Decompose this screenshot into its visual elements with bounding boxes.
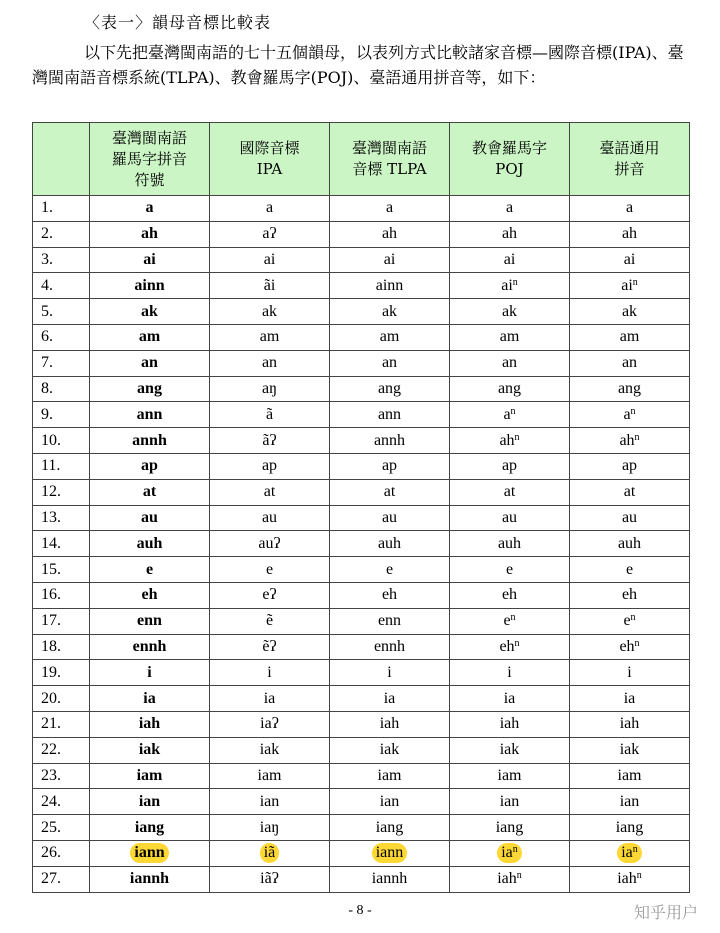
cell-tl: ann <box>90 402 210 428</box>
row-number: 20. <box>33 686 90 712</box>
row-number: 14. <box>33 531 90 557</box>
cell-tl: a <box>90 196 210 222</box>
cell-tl: e <box>90 557 210 583</box>
cell-ipa: ak <box>210 299 330 325</box>
cell-ipa: ai <box>210 247 330 273</box>
table-row <box>33 840 690 866</box>
cell-tl: ainn <box>90 273 210 299</box>
header-tl: 臺灣閩南語 羅馬字拼音 符號 <box>90 123 210 196</box>
cell-tlpa: auh <box>330 531 450 557</box>
cell-tongyong: iam <box>570 763 690 789</box>
cell-tlpa: iang <box>330 815 450 841</box>
row-number: 18. <box>33 634 90 660</box>
cell-ipa: at <box>210 479 330 505</box>
cell-poj: ian <box>450 789 570 815</box>
table-row <box>33 479 690 505</box>
cell-poj: auh <box>450 531 570 557</box>
cell-ipa: ã <box>210 402 330 428</box>
header-number <box>33 123 90 196</box>
cell-tl: annh <box>90 428 210 454</box>
cell-poj: iang <box>450 815 570 841</box>
cell-tlpa: iam <box>330 763 450 789</box>
cell-ipa: ãi <box>210 273 330 299</box>
table-row <box>33 247 690 273</box>
table-body <box>33 196 690 893</box>
cell-tlpa: ang <box>330 376 450 402</box>
cell-tlpa <box>330 840 450 866</box>
cell-tongyong: $a^n$ <box>570 402 690 428</box>
cell-tlpa: e <box>330 557 450 583</box>
table-row <box>33 453 690 479</box>
cell-ipa: iak <box>210 737 330 763</box>
cell-poj: ai <box>450 247 570 273</box>
row-number: 16. <box>33 582 90 608</box>
cell-tongyong: iang <box>570 815 690 841</box>
cell-tlpa: a <box>330 196 450 222</box>
cell-poj: ak <box>450 299 570 325</box>
table-row <box>33 608 690 634</box>
cell-ipa: ian <box>210 789 330 815</box>
cell-tlpa: ennh <box>330 634 450 660</box>
cell-tongyong: an <box>570 350 690 376</box>
cell-ipa: ãʔ <box>210 428 330 454</box>
cell-tongyong: ai <box>570 247 690 273</box>
cell-tlpa: ak <box>330 299 450 325</box>
cell-tl: enn <box>90 608 210 634</box>
row-number: 21. <box>33 711 90 737</box>
table-row <box>33 428 690 454</box>
cell-tl: ennh <box>90 634 210 660</box>
cell-ipa <box>210 840 330 866</box>
cell-tongyong: iah$^n$ <box>570 866 690 892</box>
table-row <box>33 376 690 402</box>
cell-tongyong: ian <box>570 789 690 815</box>
row-number: 9. <box>33 402 90 428</box>
cell-tl: ang <box>90 376 210 402</box>
cell-poj: am <box>450 324 570 350</box>
cell-tongyong: au <box>570 505 690 531</box>
cell-ipa: iãʔ <box>210 866 330 892</box>
cell-tl: au <box>90 505 210 531</box>
cell-tongyong: $ah^n$ <box>570 428 690 454</box>
cell-ipa: iam <box>210 763 330 789</box>
cell-ipa: i <box>210 660 330 686</box>
intro-paragraph: 以下先把臺灣閩南語的七十五個韻母，以表列方式比較諸家音標—國際音標(IPA)、臺灣閩南語音標系統(TLPA)、教會羅馬字(POJ)、臺語通用拼音等，如下： <box>32 43 684 87</box>
cell-poj: eh <box>450 582 570 608</box>
cell-poj: $a^n$ <box>450 402 570 428</box>
cell-poj: $ai^n$ <box>450 273 570 299</box>
row-number: 24. <box>33 789 90 815</box>
table-header-row <box>33 123 690 196</box>
cell-poj: iah <box>450 711 570 737</box>
cell-tl: at <box>90 479 210 505</box>
cell-tl: auh <box>90 531 210 557</box>
cell-tl: ai <box>90 247 210 273</box>
row-number: 6. <box>33 324 90 350</box>
cell-tlpa: ap <box>330 453 450 479</box>
cell-tongyong: $eh^n$ <box>570 634 690 660</box>
cell-tongyong: at <box>570 479 690 505</box>
cell-poj: $eh^n$ <box>450 634 570 660</box>
cell-ipa: auʔ <box>210 531 330 557</box>
row-number: 17. <box>33 608 90 634</box>
cell-ipa: an <box>210 350 330 376</box>
cell-tl: iak <box>90 737 210 763</box>
cell-tl: i <box>90 660 210 686</box>
cell-tlpa: iannh <box>330 866 450 892</box>
table-row <box>33 402 690 428</box>
table-row <box>33 582 690 608</box>
row-number: 25. <box>33 815 90 841</box>
cell-poj: au <box>450 505 570 531</box>
cell-tl <box>90 840 210 866</box>
cell-tongyong: ah <box>570 221 690 247</box>
table-row <box>33 737 690 763</box>
cell-tlpa: am <box>330 324 450 350</box>
cell-tongyong: ang <box>570 376 690 402</box>
table-row <box>33 505 690 531</box>
row-number: 3. <box>33 247 90 273</box>
cell-tongyong: iah <box>570 711 690 737</box>
cell-tlpa: iah <box>330 711 450 737</box>
row-number: 8. <box>33 376 90 402</box>
row-number: 5. <box>33 299 90 325</box>
cell-poj: iah$^n$ <box>450 866 570 892</box>
cell-ipa: iaŋ <box>210 815 330 841</box>
cell-poj: $e^n$ <box>450 608 570 634</box>
cell-tongyong: am <box>570 324 690 350</box>
table-row <box>33 686 690 712</box>
cell-poj: at <box>450 479 570 505</box>
table-row <box>33 557 690 583</box>
cell-tlpa: i <box>330 660 450 686</box>
row-number: 2. <box>33 221 90 247</box>
cell-poj: iam <box>450 763 570 789</box>
row-number: 12. <box>33 479 90 505</box>
table-row <box>33 221 690 247</box>
cell-ipa: aʔ <box>210 221 330 247</box>
table-row <box>33 866 690 892</box>
cell-tlpa: enn <box>330 608 450 634</box>
cell-ipa: ap <box>210 453 330 479</box>
cell-ipa: au <box>210 505 330 531</box>
cell-poj: ah <box>450 221 570 247</box>
cell-tl: ia <box>90 686 210 712</box>
row-number: 19. <box>33 660 90 686</box>
table-row <box>33 815 690 841</box>
cell-tlpa: ann <box>330 402 450 428</box>
cell-ipa: a <box>210 196 330 222</box>
cell-tlpa: iak <box>330 737 450 763</box>
cell-tongyong: $ai^n$ <box>570 273 690 299</box>
cell-ipa: ẽ <box>210 608 330 634</box>
cell-tongyong: iak <box>570 737 690 763</box>
cell-tl: ian <box>90 789 210 815</box>
cell-tl: an <box>90 350 210 376</box>
cell-tlpa: ian <box>330 789 450 815</box>
cell-tongyong: ak <box>570 299 690 325</box>
cell-poj: e <box>450 557 570 583</box>
cell-tlpa: eh <box>330 582 450 608</box>
header-tongyong: 臺語通用 拼音 <box>570 123 690 196</box>
table-row <box>33 763 690 789</box>
row-number: 7. <box>33 350 90 376</box>
cell-tongyong: ia <box>570 686 690 712</box>
watermark: 知乎用户 <box>633 903 698 922</box>
table-row <box>33 634 690 660</box>
cell-tlpa: ah <box>330 221 450 247</box>
row-number: 26. <box>33 840 90 866</box>
table-row <box>33 531 690 557</box>
cell-ipa: eʔ <box>210 582 330 608</box>
highlight-mark: iann <box>130 843 168 863</box>
cell-poj: an <box>450 350 570 376</box>
cell-tongyong <box>570 840 690 866</box>
cell-poj: ap <box>450 453 570 479</box>
cell-tl: ap <box>90 453 210 479</box>
row-number: 11. <box>33 453 90 479</box>
cell-tlpa: at <box>330 479 450 505</box>
table-row <box>33 273 690 299</box>
table-row <box>33 350 690 376</box>
cell-poj: a <box>450 196 570 222</box>
row-number: 13. <box>33 505 90 531</box>
cell-tl: ak <box>90 299 210 325</box>
row-number: 10. <box>33 428 90 454</box>
cell-tongyong: ap <box>570 453 690 479</box>
cell-poj <box>450 840 570 866</box>
row-number: 23. <box>33 763 90 789</box>
cell-tongyong: eh <box>570 582 690 608</box>
cell-tlpa: annh <box>330 428 450 454</box>
highlight-mark: $ia^n$ <box>497 843 522 863</box>
row-number: 4. <box>33 273 90 299</box>
cell-tlpa: ia <box>330 686 450 712</box>
highlight-mark: iann <box>372 843 408 863</box>
highlight-mark: $ia^n$ <box>617 843 642 863</box>
cell-tl: iam <box>90 763 210 789</box>
cell-tongyong: $e^n$ <box>570 608 690 634</box>
table-row <box>33 660 690 686</box>
highlight-mark: iã <box>260 843 280 863</box>
rime-comparison-table <box>32 122 690 893</box>
row-number: 27. <box>33 866 90 892</box>
cell-ipa: am <box>210 324 330 350</box>
cell-poj: $ah^n$ <box>450 428 570 454</box>
cell-tongyong: auh <box>570 531 690 557</box>
cell-tongyong: e <box>570 557 690 583</box>
header-poj: 教會羅馬字 POJ <box>450 123 570 196</box>
table-row <box>33 789 690 815</box>
cell-ipa: ia <box>210 686 330 712</box>
cell-tlpa: au <box>330 505 450 531</box>
cell-poj: i <box>450 660 570 686</box>
table-caption: 〈表一〉韻母音標比較表 <box>84 13 272 32</box>
header-ipa: 國際音標 IPA <box>210 123 330 196</box>
table-row <box>33 196 690 222</box>
cell-tlpa: an <box>330 350 450 376</box>
table-row <box>33 299 690 325</box>
cell-tl: iah <box>90 711 210 737</box>
cell-ipa: ẽʔ <box>210 634 330 660</box>
cell-tlpa: ai <box>330 247 450 273</box>
table-row <box>33 711 690 737</box>
table-row <box>33 324 690 350</box>
cell-poj: ia <box>450 686 570 712</box>
cell-poj: ang <box>450 376 570 402</box>
row-number: 22. <box>33 737 90 763</box>
row-number: 1. <box>33 196 90 222</box>
cell-ipa: iaʔ <box>210 711 330 737</box>
cell-tl: eh <box>90 582 210 608</box>
cell-tongyong: a <box>570 196 690 222</box>
cell-ipa: aŋ <box>210 376 330 402</box>
cell-poj: iak <box>450 737 570 763</box>
header-tlpa: 臺灣閩南語 音標 TLPA <box>330 123 450 196</box>
cell-tongyong: i <box>570 660 690 686</box>
cell-tlpa: ainn <box>330 273 450 299</box>
row-number: 15. <box>33 557 90 583</box>
cell-ipa: e <box>210 557 330 583</box>
cell-tl: am <box>90 324 210 350</box>
page-number: - 8 - <box>348 903 372 918</box>
cell-tl: iannh <box>90 866 210 892</box>
cell-tl: ah <box>90 221 210 247</box>
cell-tl: iang <box>90 815 210 841</box>
